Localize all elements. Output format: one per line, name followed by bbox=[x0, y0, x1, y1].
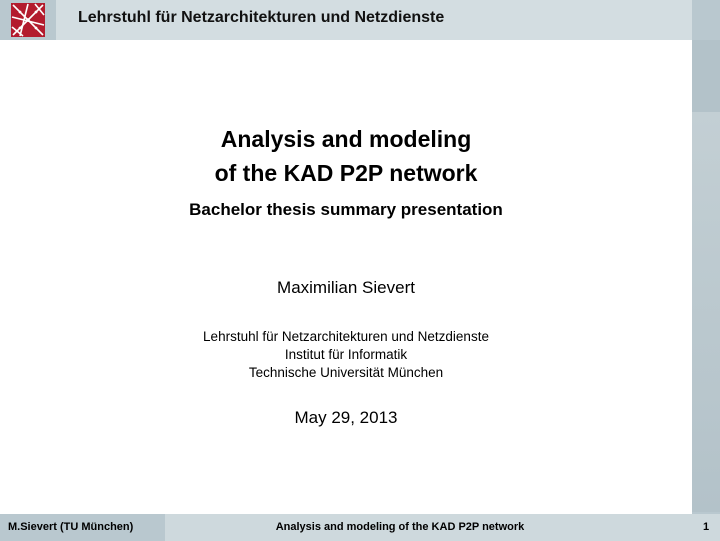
footer-title: Analysis and modeling of the KAD P2P network bbox=[275, 521, 525, 533]
institution-line: Institut für Informatik bbox=[284, 347, 408, 362]
institution-block bbox=[0, 328, 692, 382]
slide-title-line: of the KAD P2P network bbox=[214, 160, 478, 186]
side-bar-block bbox=[692, 112, 720, 512]
presentation-date: May 29, 2013 bbox=[294, 408, 398, 427]
side-bar-block bbox=[692, 40, 720, 112]
slide-footer bbox=[0, 514, 720, 541]
page-number: 1 bbox=[702, 521, 710, 533]
slide-title bbox=[0, 122, 692, 190]
institution-line: Technische Universität München bbox=[248, 365, 444, 380]
slide-subtitle: Bachelor thesis summary presentation bbox=[189, 200, 503, 219]
header-title: Lehrstuhl für Netzarchitekturen und Netzdienste bbox=[78, 9, 445, 26]
slide-title-line: Analysis and modeling bbox=[220, 126, 472, 152]
slide-header bbox=[0, 0, 720, 40]
chair-network-logo-icon bbox=[11, 3, 45, 37]
logo-container bbox=[0, 0, 56, 40]
footer-author: M.Sievert (TU München) bbox=[0, 514, 165, 541]
right-side-bar bbox=[692, 0, 720, 541]
slide-content bbox=[0, 40, 692, 514]
author-name: Maximilian Sievert bbox=[277, 278, 415, 297]
institution-line: Lehrstuhl für Netzarchitekturen und Netzdienste bbox=[203, 329, 489, 344]
